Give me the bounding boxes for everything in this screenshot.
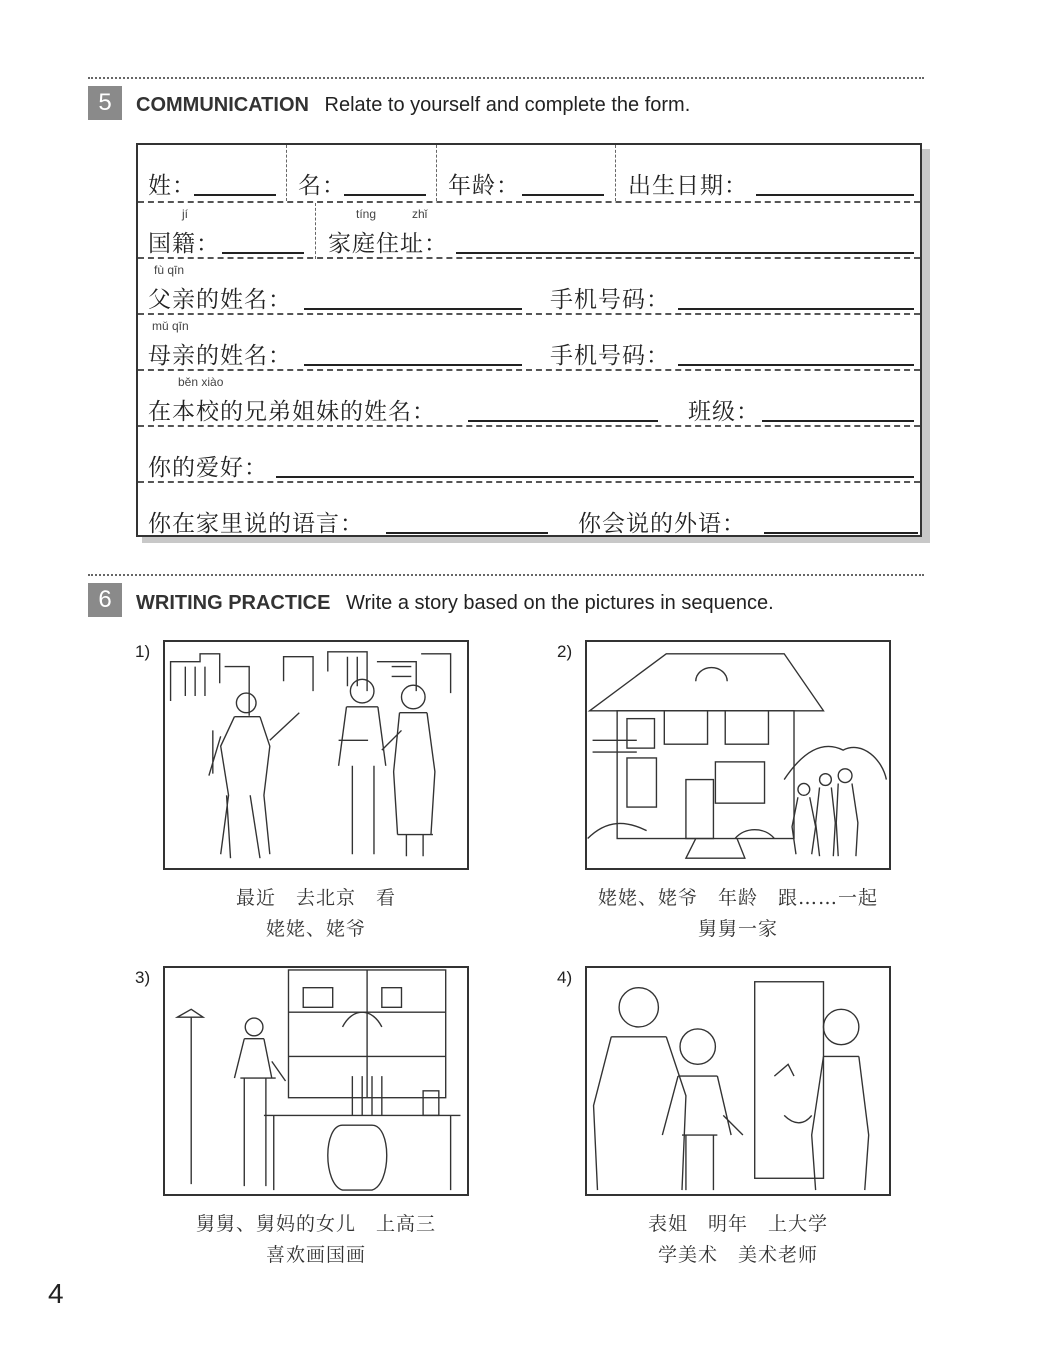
mother-pinyin: mǔ qīn	[152, 319, 189, 333]
form-row-hobby	[138, 425, 920, 483]
caption-line: 舅舅、舅妈的女儿 上高三	[195, 1213, 436, 1235]
address-pinyin-1: tíng	[356, 207, 377, 221]
caption-line: 表姐 明年 上大学	[647, 1213, 828, 1235]
home-language-label: 你在家里说的语言：	[148, 511, 364, 537]
nationality-label: 国籍：	[148, 231, 220, 257]
section-keyword: COMMUNICATION	[136, 94, 309, 116]
mother-name-field[interactable]	[304, 364, 522, 366]
mother-phone-label: 手机号码：	[550, 343, 670, 369]
address-label: 家庭住址：	[328, 231, 448, 257]
birth-date-field[interactable]	[756, 194, 914, 196]
caption-line: 学美术 美术老师	[657, 1244, 818, 1266]
page-number: 4	[48, 1278, 64, 1309]
age-field[interactable]	[522, 194, 604, 196]
section-number: 6	[88, 583, 122, 617]
section-heading	[136, 592, 774, 615]
form-row-father	[138, 257, 920, 315]
section-number: 5	[88, 86, 122, 120]
section-divider	[88, 77, 924, 79]
father-pinyin: fù qīn	[154, 263, 185, 277]
caption-line: 最近 去北京 看	[235, 887, 396, 909]
section-keyword: WRITING PRACTICE	[136, 592, 331, 614]
caption-line: 喜欢画国画	[265, 1244, 366, 1266]
foreign-language-field[interactable]	[764, 532, 918, 534]
picture-caption	[151, 1209, 481, 1271]
picture-visit-grandparents	[163, 640, 469, 870]
given-name-label: 名：	[298, 173, 346, 199]
form-row-address	[138, 201, 920, 259]
father-name-label: 父亲的姓名：	[148, 287, 292, 313]
father-phone-field[interactable]	[678, 308, 914, 310]
foreign-language-label: 你会说的外语：	[578, 511, 746, 537]
picture-number: 3)	[135, 968, 151, 987]
father-name-field[interactable]	[304, 308, 522, 310]
form-row-mother	[138, 313, 920, 371]
section-heading	[136, 94, 690, 117]
mother-name-label: 母亲的姓名：	[148, 343, 292, 369]
address-field[interactable]	[456, 252, 914, 254]
father-phone-label: 手机号码：	[550, 287, 670, 313]
form-row-siblings	[138, 369, 920, 427]
siblings-pinyin: běn xiào	[178, 375, 224, 389]
surname-label: 姓：	[148, 173, 196, 199]
hobby-field[interactable]	[276, 476, 914, 478]
caption-line: 姥姥、姥爷 年龄 跟……一起	[597, 887, 878, 909]
class-field[interactable]	[762, 420, 914, 422]
picture-cousin-painting	[163, 966, 469, 1196]
column-divider	[286, 145, 287, 201]
surname-field[interactable]	[194, 194, 276, 196]
home-language-field[interactable]	[386, 532, 548, 534]
caption-line: 姥姥、姥爷	[265, 918, 366, 940]
class-label: 班级：	[688, 399, 760, 425]
birth-date-label: 出生日期：	[628, 173, 748, 199]
address-pinyin-2: zhǐ	[412, 207, 428, 221]
form-row-languages	[138, 481, 920, 539]
picture-number: 2)	[557, 642, 573, 661]
form-row-basic	[138, 145, 920, 201]
siblings-field[interactable]	[468, 420, 658, 422]
section-instruction: Write a story based on the pictures in sequence.	[346, 592, 774, 614]
caption-line: 舅舅一家	[697, 918, 778, 940]
section-divider	[88, 574, 924, 576]
personal-info-form	[136, 143, 922, 537]
column-divider	[315, 203, 316, 259]
picture-cousin-art-teacher	[585, 966, 891, 1196]
mother-phone-field[interactable]	[678, 364, 914, 366]
column-divider	[615, 145, 616, 201]
picture-caption	[573, 883, 903, 945]
picture-uncle-house	[585, 640, 891, 870]
nationality-field[interactable]	[222, 252, 304, 254]
picture-number: 4)	[557, 968, 573, 987]
picture-caption	[573, 1209, 903, 1271]
nationality-pinyin: jí	[182, 207, 188, 221]
section-instruction: Relate to yourself and complete the form.	[324, 94, 691, 116]
picture-caption	[151, 883, 481, 945]
siblings-label: 在本校的兄弟姐妹的姓名：	[148, 399, 436, 425]
hobby-label: 你的爱好：	[148, 455, 268, 481]
column-divider	[436, 145, 437, 201]
picture-number: 1)	[135, 642, 151, 661]
given-name-field[interactable]	[344, 194, 426, 196]
age-label: 年龄：	[448, 173, 520, 199]
